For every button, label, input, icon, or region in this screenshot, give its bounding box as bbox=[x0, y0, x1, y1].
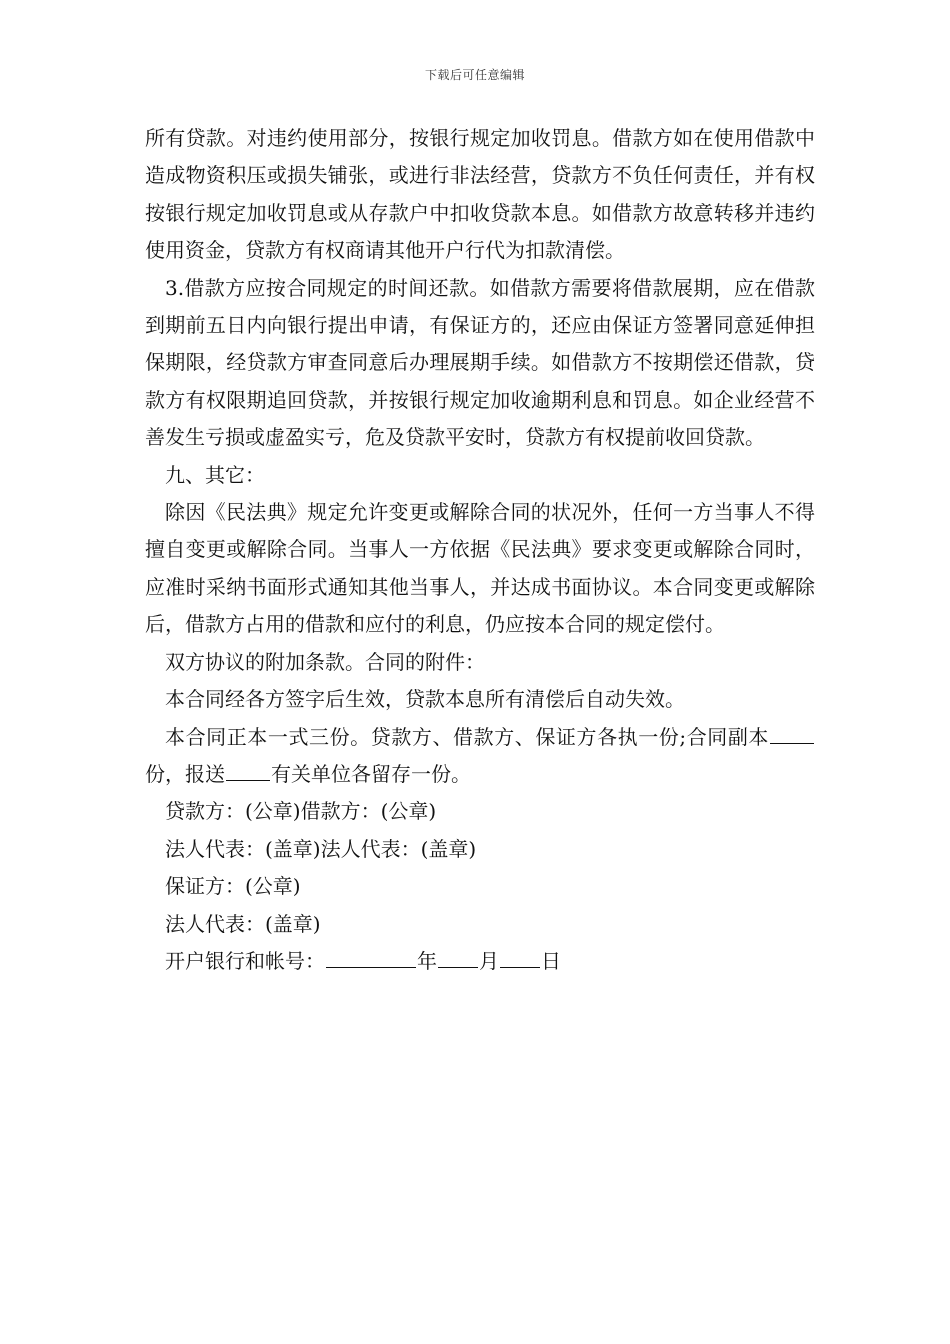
day-label: 日 bbox=[541, 948, 561, 973]
paragraph-copies-clause bbox=[145, 719, 815, 794]
copies-text-b: 份，报送 bbox=[145, 761, 225, 786]
paragraph-repayment-clause: 3.借款方应按合同规定的时间还款。如借款方需要将借款展期，应在借款到期前五日内向银行提出申请，有保证方的，还应由保证方签署同意延伸担保期限，经贷款方审查同意后办理展期手续。如借款方不按期偿还借款，贷款方有权限期追回贷款，并按银行规定加收逾期利息和罚息。如企业经营不善发生亏损或虚盈实亏，危及贷款平安时，贷款方有权提前收回贷款。 bbox=[145, 275, 815, 450]
bank-account-label: 开户银行和帐号： bbox=[165, 948, 325, 973]
copies-text-c: 有关单位各留存一份。 bbox=[271, 761, 471, 786]
month-blank bbox=[438, 949, 478, 968]
bank-account-date-line bbox=[145, 943, 815, 980]
signature-legal-reps: 法人代表：(盖章)法人代表：(盖章) bbox=[165, 836, 477, 861]
bank-account-blank bbox=[326, 949, 416, 968]
paragraph-additional-terms: 双方协议的附加条款。合同的附件： bbox=[165, 649, 485, 674]
report-to-blank bbox=[226, 762, 270, 781]
document-body bbox=[145, 120, 815, 980]
signature-guarantor-rep: 法人代表：(盖章) bbox=[165, 911, 321, 936]
paragraph-loan-misuse: 所有贷款。对违约使用部分，按银行规定加收罚息。借款方如在使用借款中造成物资积压或损失铺张，或进行非法经营，贷款方不负任何责任，并有权按银行规定加收罚息或从存款户中扣收贷款本息。如借款方故意转移并违约使用资金，贷款方有权商请其他开户行代为扣款清偿。 bbox=[145, 126, 815, 263]
copies-text-a: 本合同正本一式三份。贷款方、借款方、保证方各执一份;合同副本 bbox=[165, 724, 769, 749]
day-blank bbox=[500, 949, 540, 968]
section-heading-other: 九、其它： bbox=[165, 462, 265, 487]
paragraph-effective-clause: 本合同经各方签字后生效，贷款本息所有清偿后自动失效。 bbox=[165, 687, 685, 712]
month-label: 月 bbox=[479, 948, 499, 973]
page-header: 下载后可任意编辑 bbox=[424, 68, 525, 82]
paragraph-contract-change: 除因《民法典》规定允许变更或解除合同的状况外，任何一方当事人不得擅自变更或解除合同。当事人一方依据《民法典》要求变更或解除合同时，应准时采纳书面形式通知其他当事人，并达成书面协议。本合同变更或解除后，借款方占用的借款和应付的利息，仍应按本合同的规定偿付。 bbox=[145, 500, 815, 637]
copies-blank bbox=[770, 725, 814, 744]
year-label: 年 bbox=[417, 948, 437, 973]
signature-guarantor: 保证方：(公章) bbox=[165, 874, 301, 899]
signature-lender-borrower: 贷款方：(公章)借款方：(公章) bbox=[165, 799, 437, 824]
